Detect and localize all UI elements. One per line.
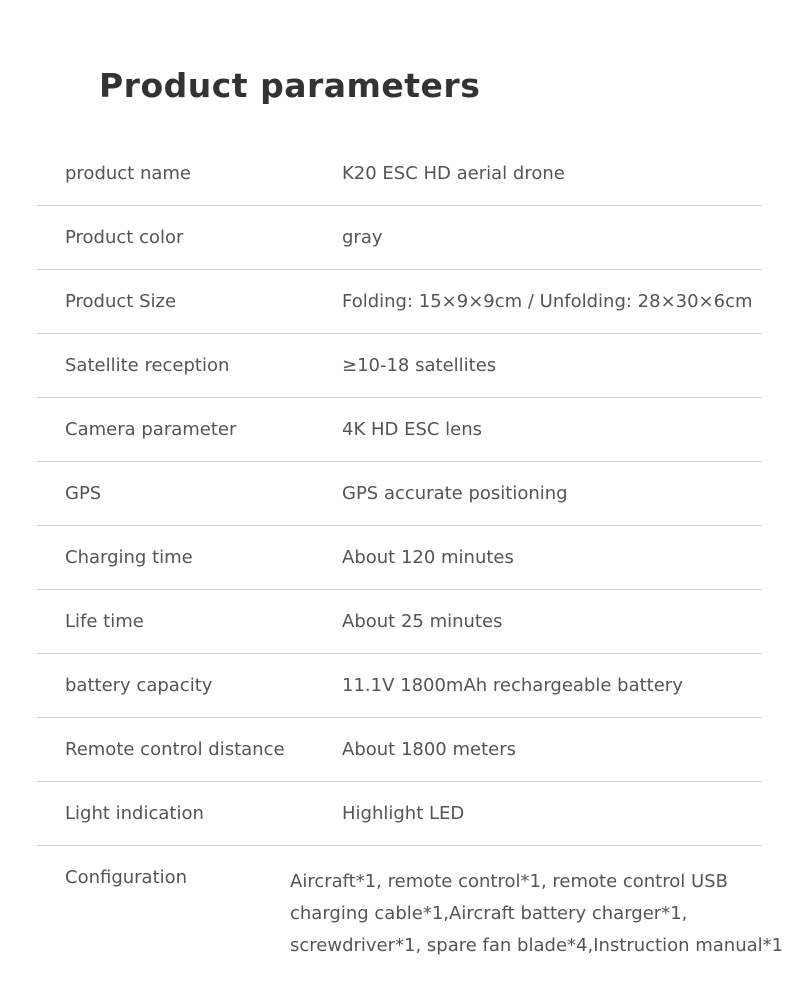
row-label: Charging time bbox=[65, 547, 193, 568]
parameters-table bbox=[37, 142, 784, 976]
row-label: Configuration bbox=[65, 867, 188, 888]
row-value: Highlight LED bbox=[342, 803, 465, 824]
row-value: gray bbox=[342, 227, 383, 248]
table-row-life-time bbox=[37, 590, 762, 654]
row-value: About 120 minutes bbox=[342, 547, 514, 568]
row-label: GPS bbox=[65, 483, 102, 504]
table-row-satellite-reception bbox=[37, 334, 762, 398]
row-label: battery capacity bbox=[65, 675, 213, 696]
table-row-remote-control-distance bbox=[37, 718, 762, 782]
row-value: ≥10-18 satellites bbox=[342, 355, 497, 376]
row-label: product name bbox=[65, 163, 191, 184]
row-value: About 1800 meters bbox=[342, 739, 516, 760]
row-value: GPS accurate positioning bbox=[342, 483, 568, 504]
row-value: Folding: 15×9×9cm / Unfolding: 28×30×6cm bbox=[342, 291, 753, 312]
row-label: Product Size bbox=[65, 291, 177, 312]
table-row-battery-capacity bbox=[37, 654, 762, 718]
table-row-light-indication bbox=[37, 782, 762, 846]
page-title: Product parameters bbox=[99, 66, 481, 105]
row-value: Aircraft*1, remote control*1, remote control USB charging cable*1,Aircraft battery charger*1, screwdriver*1, spare fan blade*4,Instruction manual*1 bbox=[290, 871, 784, 956]
row-value: 11.1V 1800mAh rechargeable battery bbox=[342, 675, 683, 696]
table-row-product-name bbox=[37, 142, 762, 206]
row-label: Satellite reception bbox=[65, 355, 230, 376]
row-label: Life time bbox=[65, 611, 144, 632]
table-row-gps bbox=[37, 462, 762, 526]
table-row-product-size bbox=[37, 270, 762, 334]
row-label: Product color bbox=[65, 227, 184, 248]
table-row-product-color bbox=[37, 206, 762, 270]
table-row-camera-parameter bbox=[37, 398, 762, 462]
row-label: Remote control distance bbox=[65, 739, 285, 760]
table-row-configuration bbox=[37, 846, 784, 976]
row-value: 4K HD ESC lens bbox=[342, 419, 483, 440]
table-row-charging-time bbox=[37, 526, 762, 590]
row-label: Light indication bbox=[65, 803, 204, 824]
row-label: Camera parameter bbox=[65, 419, 237, 440]
row-value: K20 ESC HD aerial drone bbox=[342, 163, 565, 184]
row-value: About 25 minutes bbox=[342, 611, 503, 632]
